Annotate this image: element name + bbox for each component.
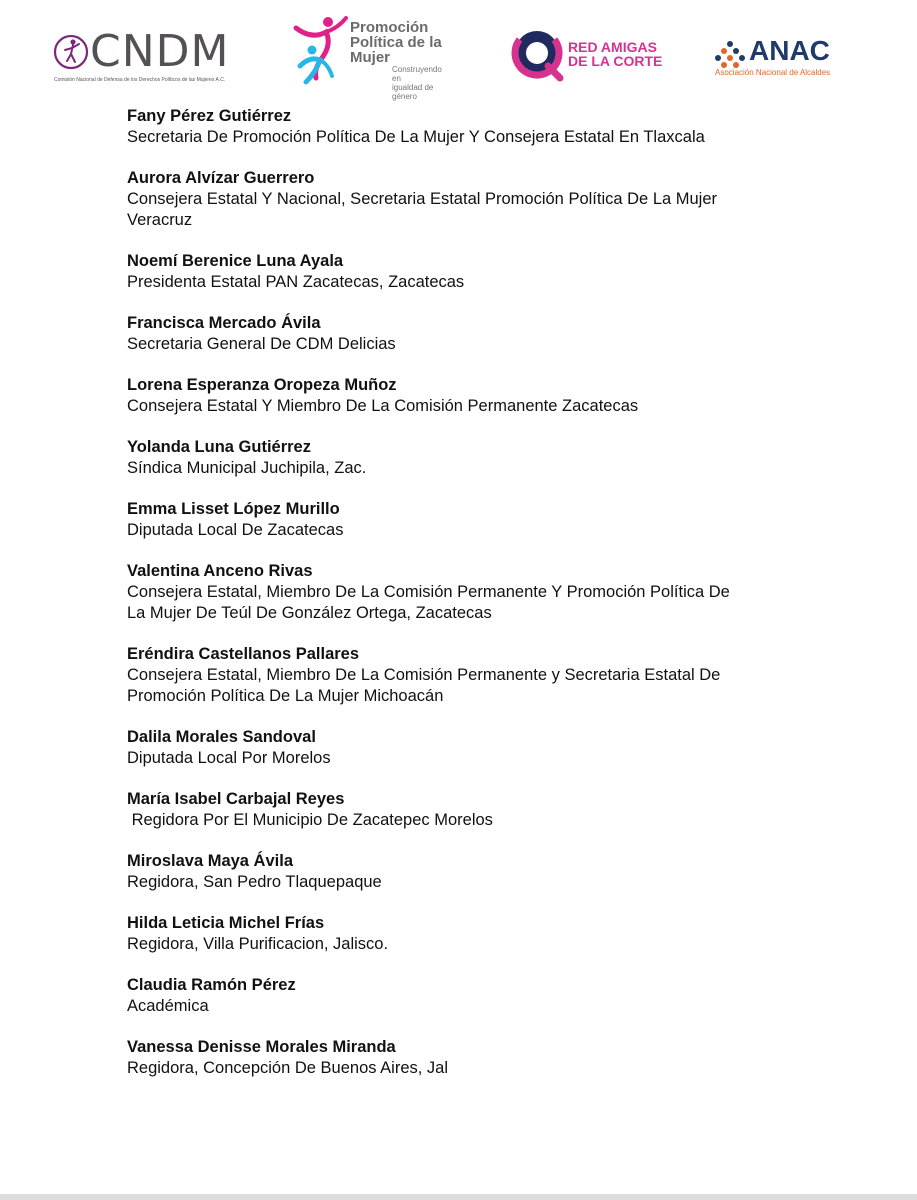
person-name: Hilda Leticia Michel Frías	[127, 914, 325, 932]
list-item	[127, 437, 827, 479]
promocion-title: Promoción Política de la Mujer	[350, 19, 442, 66]
person-name: María Isabel Carbajal Reyes	[127, 790, 345, 808]
promocion-politica-logo	[292, 14, 452, 101]
dancing-figures-icon	[292, 14, 350, 86]
person-role: Académica	[127, 997, 209, 1015]
promocion-subtitle: Construyendo en igualdad de género	[392, 65, 442, 101]
anac-subtitle: Asociación Nacional de Alcaldes	[715, 68, 831, 77]
person-role: Secretaria General De CDM Delicias	[127, 335, 396, 353]
person-name: Emma Lisset López Murillo	[127, 500, 340, 518]
page-bottom-divider	[0, 1194, 917, 1200]
list-item	[127, 313, 827, 355]
person-name: Yolanda Luna Gutiérrez	[127, 438, 311, 456]
anac-wordmark: ANAC	[749, 35, 830, 66]
person-name: Francisca Mercado Ávila	[127, 314, 321, 332]
person-role: Consejera Estatal, Miembro De La Comisión Permanente y Secretaria Estatal De Promoción Política De La Mujer Michoacán	[127, 666, 721, 705]
list-item	[127, 789, 827, 831]
person-name: Dalila Morales Sandoval	[127, 728, 316, 746]
list-item	[127, 168, 827, 231]
person-role: Consejera Estatal Y Nacional, Secretaria Estatal Promoción Política De La Mujer Veracruz	[127, 190, 718, 229]
person-name: Noemí Berenice Luna Ayala	[127, 252, 344, 270]
header-logos	[0, 0, 917, 100]
person-name: Claudia Ramón Pérez	[127, 976, 296, 994]
list-item	[127, 913, 827, 955]
signatory-list	[127, 106, 827, 1099]
person-role: Regidora, Concepción De Buenos Aires, Jal	[127, 1059, 449, 1077]
person-name: Aurora Alvízar Guerrero	[127, 169, 315, 187]
person-role: Síndica Municipal Juchipila, Zac.	[127, 459, 367, 477]
person-name: Miroslava Maya Ávila	[127, 852, 293, 870]
list-item	[127, 1037, 827, 1079]
list-item	[127, 727, 827, 769]
anac-logo	[713, 35, 843, 84]
red-amigas-logo	[510, 26, 670, 84]
person-name: Vanessa Denisse Morales Miranda	[127, 1038, 396, 1056]
person-name: Eréndira Castellanos Pallares	[127, 645, 360, 663]
person-name: Valentina Anceno Rivas	[127, 562, 313, 580]
person-name: Fany Pérez Gutiérrez	[127, 107, 292, 125]
list-item	[127, 251, 827, 293]
cndm-subtitle: Comisión Nacional de Defensa de los Derechos Políticos de las Mujeres A.C.	[54, 77, 226, 83]
person-role: Regidora Por El Municipio De Zacatepec Morelos	[127, 811, 493, 829]
list-item	[127, 561, 827, 624]
cndm-logo	[52, 26, 230, 90]
person-role: Presidenta Estatal PAN Zacatecas, Zacatecas	[127, 273, 465, 291]
person-role: Consejera Estatal Y Miembro De La Comisión Permanente Zacatecas	[127, 397, 639, 415]
person-role: Consejera Estatal, Miembro De La Comisión Permanente Y Promoción Política De La Mujer De Teúl De González Ortega, Zacatecas	[127, 583, 730, 622]
list-item	[127, 975, 827, 1017]
cndm-wordmark: CNDM	[90, 26, 230, 77]
person-role: Secretaria De Promoción Política De La Mujer Y Consejera Estatal En Tlaxcala	[127, 128, 705, 146]
person-role: Diputada Local De Zacatecas	[127, 521, 344, 539]
person-role: Regidora, San Pedro Tlaquepaque	[127, 873, 382, 891]
list-item	[127, 644, 827, 707]
list-item	[127, 106, 827, 148]
person-role: Diputada Local Por Morelos	[127, 749, 331, 767]
red-amigas-title: RED AMIGAS DE LA CORTE	[568, 39, 663, 69]
q-ring-icon	[510, 26, 566, 82]
list-item	[127, 375, 827, 417]
person-role: Regidora, Villa Purificacion, Jalisco.	[127, 935, 389, 953]
list-item	[127, 499, 827, 541]
list-item	[127, 851, 827, 893]
dots-triangle-icon	[713, 40, 747, 68]
woman-figure-icon	[52, 28, 92, 76]
person-name: Lorena Esperanza Oropeza Muñoz	[127, 376, 397, 394]
